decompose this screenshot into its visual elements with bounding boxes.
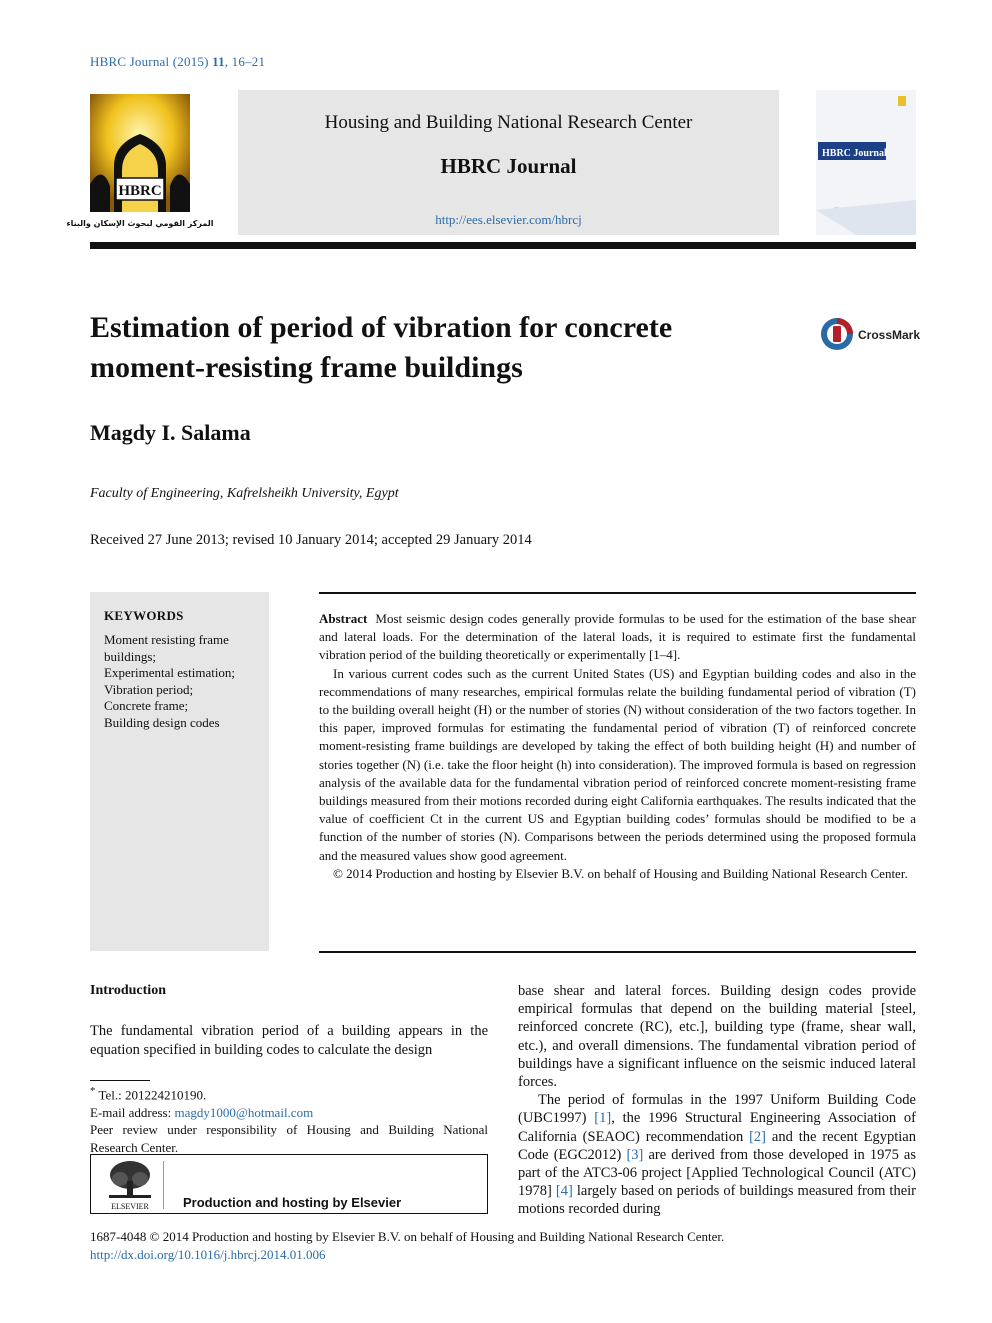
email-link[interactable]: magdy1000@hotmail.com xyxy=(174,1104,314,1120)
section-heading-introduction: Introduction xyxy=(90,983,166,998)
journal-banner xyxy=(238,90,779,235)
body-paragraph: The period of formulas in the 1997 Uniform Building Code (UBC1997) [1], the 1996 Structural Engineering Association of California (SEAOC) recommendation [2] and the recent Egyptian Code (EGC2012) [3] are derived from those developed in 1975 as part of the ATC3-06 project [Applied Technological Council (ATC) 1978] [4] largely based on periods of buildings measured from their motions recorded during xyxy=(518,1092,917,1218)
keyword-item: Vibration period; xyxy=(104,681,194,697)
crossmark-badge[interactable] xyxy=(820,316,930,352)
abstract-paragraph: Abstract Most seismic design codes generally provide formulas to be used for the estimation of the base shear and lateral loads. For the determination of the lateral loads, it is required to estimate first the fundamental vibration period of the building theoretically or experimentally [1–4]. xyxy=(319,611,916,663)
abstract xyxy=(319,610,916,883)
divider xyxy=(163,1161,164,1209)
production-text: Production and hosting by Elsevier xyxy=(183,1195,402,1210)
hbrc-emblem-icon xyxy=(66,94,214,234)
page-footer xyxy=(90,1228,916,1263)
crossmark-icon xyxy=(820,316,930,352)
abstract-bottom-rule xyxy=(319,951,916,953)
keyword-item: Experimental estimation; xyxy=(104,665,236,680)
keyword-item: Building design codes xyxy=(104,714,220,730)
author-affiliation: Faculty of Engineering, Kafrelsheikh University, Egypt xyxy=(90,486,399,501)
banner-url-link[interactable]: http://ees.elsevier.com/hbrcj xyxy=(435,212,582,227)
reference-link-4[interactable]: [4] xyxy=(555,1183,573,1200)
article-dates: Received 27 June 2013; revised 10 January 2014; accepted 29 January 2014 xyxy=(90,532,532,548)
abstract-paragraph: In various current codes such as the current United States (US) and Egyptian building codes and also in the recommendations of many researches, empirical formulas relate the building fundamental period of vibration (T) to the building overall height (H) or the number of stories (N) without consideration of the two factors together. In this paper, improved formulas for estimating the fundamental period of vibration (T) of reinforced concrete moment-resisting frame buildings are developed by taking the effect of both building height (H) and number of stories together (N) (i.e. take the floor height (h) into consideration). The improved formula is based on regression analysis of the available data for the fundamental vibration period of reinforced concrete moment-resisting frame buildings measured from their motions recorded during eight California earthquakes. The results indicated that the value of coefficient Ct in the current US and Egyptian building codes’ formulas should be modified to be a function of the number of stories (N). Comparisons between the periods determined using the proposed formula and the measured values show good agreement. xyxy=(319,665,916,863)
article-title: Estimation of period of vibration for concrete moment-resisting frame buildings xyxy=(90,311,673,384)
author-name: Magdy I. Salama xyxy=(90,420,251,445)
abstract-heading: Abstract xyxy=(319,611,368,626)
reference-link-3[interactable]: [3] xyxy=(626,1146,644,1163)
svg-text:ELSEVIER: ELSEVIER xyxy=(111,1202,149,1211)
issn-copyright: 1687-4048 © 2014 Production and hosting by Elsevier B.V. on behalf of Housing and Building National Research Center. xyxy=(90,1229,725,1244)
journal-reference: HBRC Journal (2015) 11, 16–21 xyxy=(90,54,266,69)
svg-text:المركز القومي لبحوث الإسكان وا: المركز القومي لبحوث الإسكان والبناء xyxy=(66,219,214,228)
banner-organization: Housing and Building National Research Center xyxy=(324,112,693,133)
keywords-box xyxy=(90,592,269,951)
svg-text:HBRC: HBRC xyxy=(118,183,162,199)
journal-cover-thumbnail xyxy=(816,90,916,235)
doi-link[interactable]: http://dx.doi.org/10.1016/j.hbrcj.2014.01.006 xyxy=(90,1246,326,1262)
footnote xyxy=(90,1083,488,1156)
footnote-email: E-mail address: magdy1000@hotmail.com xyxy=(90,1104,314,1120)
footnote-peer-review: Peer review under responsibility of Housing and Building National Research Center. xyxy=(90,1122,488,1155)
footnote-rule xyxy=(90,1080,150,1081)
abstract-copyright: © 2014 Production and hosting by Elsevier B.V. on behalf of Housing and Building National Research Center. xyxy=(333,865,908,881)
hbrc-logo xyxy=(66,94,214,234)
abstract-top-rule xyxy=(319,592,916,594)
svg-text:HBRC Journal: HBRC Journal xyxy=(822,148,887,159)
cover-image-icon xyxy=(816,90,916,235)
keyword-item: Concrete frame; xyxy=(104,698,189,713)
body-right-column xyxy=(518,982,916,1219)
reference-link-1[interactable]: [1] xyxy=(594,1110,612,1127)
introduction-paragraph: The fundamental vibration period of a building appears in the equation specified in building codes to calculate the design xyxy=(90,1023,488,1058)
body-paragraph: base shear and lateral forces. Building design codes provide empirical formulas that depend on the building material [steel, reinforced concrete (RC), etc.], building type (frame, shear wall, etc.), and overall dimensions. The fundamental vibration period of buildings have a significant influence on the seismic induced lateral forces. xyxy=(518,983,916,1091)
header-rule xyxy=(90,242,916,249)
reference-link-2[interactable]: [2] xyxy=(749,1128,767,1145)
keywords-list xyxy=(104,632,262,731)
keywords-heading: KEYWORDS xyxy=(104,608,184,623)
svg-text:CrossMark: CrossMark xyxy=(858,328,921,342)
keyword-item: Moment resisting frame buildings; xyxy=(104,632,229,664)
banner-journal-name: HBRC Journal xyxy=(440,154,577,178)
elsevier-production-box xyxy=(90,1154,488,1214)
footnote-tel: * Tel.: 201224210190. xyxy=(90,1085,207,1103)
elsevier-tree-logo-icon xyxy=(105,1159,155,1211)
